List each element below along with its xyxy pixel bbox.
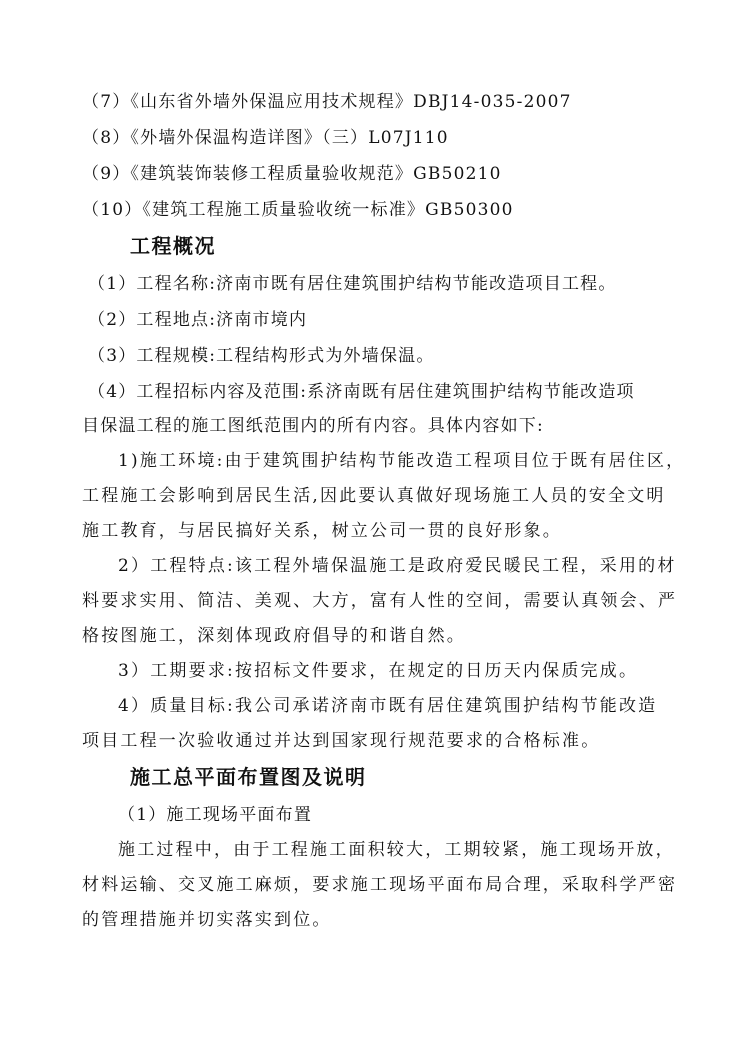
project-location: （2）工程地点:济南市境内	[88, 310, 308, 330]
project-scale: （3）工程规模:工程结构形式为外墙保温。	[88, 346, 435, 366]
project-features-line2: 料要求实用、简洁、美观、大方，富有人性的空间，需要认真领会、严	[82, 591, 678, 611]
project-name: （1）工程名称:济南市既有居住建筑围护结构节能改造项目工程。	[88, 274, 617, 294]
schedule-requirement: 3）工期要求:按招标文件要求，在规定的日历天内保质完成。	[118, 661, 639, 681]
construction-environment-line1: 1)施工环境:由于建筑围护结构节能改造工程项目位于既有居住区，	[118, 451, 686, 471]
reference-item-9: （9）《建筑装饰装修工程质量验收规范》GB50210	[82, 164, 502, 184]
site-layout-para-line1: 施工过程中，由于工程施工面积较大，工期较紧，施工现场开放，	[118, 840, 675, 860]
project-features-line3: 格按图施工，深刻体现政府倡导的和谐自然。	[82, 626, 466, 646]
site-layout-subtitle: （1）施工现场平面布置	[118, 805, 313, 825]
tender-scope-line1: （4）工程招标内容及范围:系济南既有居住建筑围护结构节能改造项	[88, 382, 635, 402]
site-layout-para-line3: 的管理措施并切实落实到位。	[82, 910, 332, 930]
quality-target-line1: 4）质量目标:我公司承诺济南市既有居住建筑围护结构节能改造	[118, 696, 658, 716]
construction-environment-line2: 工程施工会影响到居民生活,因此要认真做好现场施工人员的安全文明	[82, 486, 666, 506]
reference-item-10: （10）《建筑工程施工质量验收统一标准》GB50300	[82, 200, 514, 220]
reference-item-7: （7）《山东省外墙外保温应用技术规程》DBJ14-035-2007	[82, 92, 572, 112]
project-features-line1: 2）工程特点:该工程外墙保温施工是政府爱民暖民工程，采用的材	[118, 556, 677, 576]
tender-scope-line2: 目保温工程的施工图纸范围内的所有内容。具体内容如下:	[82, 416, 544, 436]
construction-environment-line3: 施工教育，与居民搞好关系，树立公司一贯的良好形象。	[82, 521, 562, 541]
section-title-layout: 施工总平面布置图及说明	[130, 765, 367, 789]
reference-item-8: （8）《外墙外保温构造详图》（三）L07J110	[82, 128, 449, 148]
section-title-overview: 工程概况	[130, 234, 216, 258]
site-layout-para-line2: 材料运输、交叉施工麻烦，要求施工现场平面布局合理，采取科学严密	[82, 875, 678, 895]
quality-target-line2: 项目工程一次验收通过并达到国家现行规范要求的合格标准。	[82, 731, 601, 751]
